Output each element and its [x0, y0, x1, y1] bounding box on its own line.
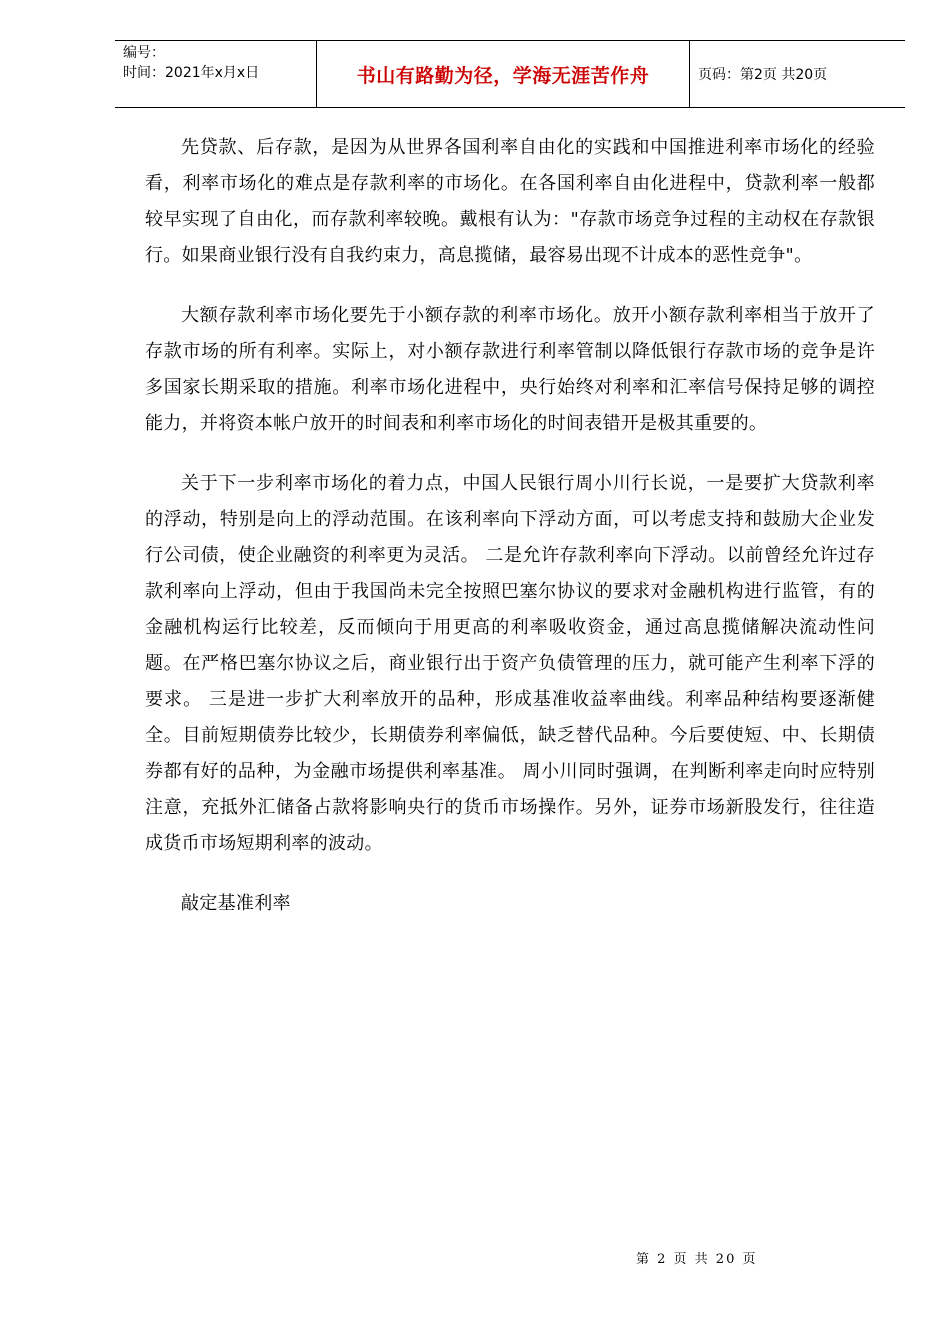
document-number-label: 编号：	[123, 45, 165, 61]
header-meta	[115, 41, 317, 107]
header-page-number: 页码：第2页 共20页	[698, 67, 828, 83]
section-heading: 敲定基准利率	[181, 893, 291, 914]
page-header	[115, 40, 905, 108]
page-footer: 第 2 页 共 20 页	[636, 1252, 758, 1267]
body-paragraph: 关于下一步利率市场化的着力点，中国人民银行周小川行长说，一是要扩大贷款利率的浮动，特别是向上的浮动范围。在该利率向下浮动方面，可以考虑支持和鼓励大企业发行公司债，使企业融资的利率更为灵活。 二是允许存款利率向下浮动。以前曾经允许过存款利率向上浮动，但由于我国尚未完全按照巴塞尔协议的要求对金融机构进行监管，有的金融机构运行比较差，反而倾向于用更高的利率吸收资金，通过高息揽储解决流动性问题。在严格巴塞尔协议之后，商业银行出于资产负债管理的压力，就可能产生利率下浮的要求。 三是进一步扩大利率放开的品种，形成基准收益率曲线。利率品种结构要逐渐健全。目前短期债券比较少，长期债券利率偏低，缺乏替代品种。今后要使短、中、长期债券都有好的品种，为金融市场提供利率基准。 周小川同时强调，在判断利率走向时应特别注意，充抵外汇储备占款将影响央行的货币市场操作。另外，证券市场新股发行，往往造成货币市场短期利率的波动。	[145, 473, 875, 854]
header-motto: 书山有路勤为径，学海无涯苦作舟	[317, 41, 690, 107]
document-body	[145, 130, 875, 946]
document-time-label: 时间：2021年x月x日	[123, 65, 260, 81]
body-paragraph: 大额存款利率市场化要先于小额存款的利率市场化。放开小额存款利率相当于放开了存款市场的所有利率。实际上，对小额存款进行利率管制以降低银行存款市场的竞争是许多国家长期采取的措施。利率市场化进程中，央行始终对利率和汇率信号保持足够的调控能力，并将资本帐户放开的时间表和利率市场化的时间表错开是极其重要的。	[145, 305, 875, 434]
body-paragraph: 先贷款、后存款，是因为从世界各国利率自由化的实践和中国推进利率市场化的经验看，利率市场化的难点是存款利率的市场化。在各国利率自由化进程中，贷款利率一般都较早实现了自由化，而存款利率较晚。戴根有认为："存款市场竞争过程的主动权在存款银行。如果商业银行没有自我约束力，高息揽储，最容易出现不计成本的恶性竞争"。	[145, 137, 875, 266]
